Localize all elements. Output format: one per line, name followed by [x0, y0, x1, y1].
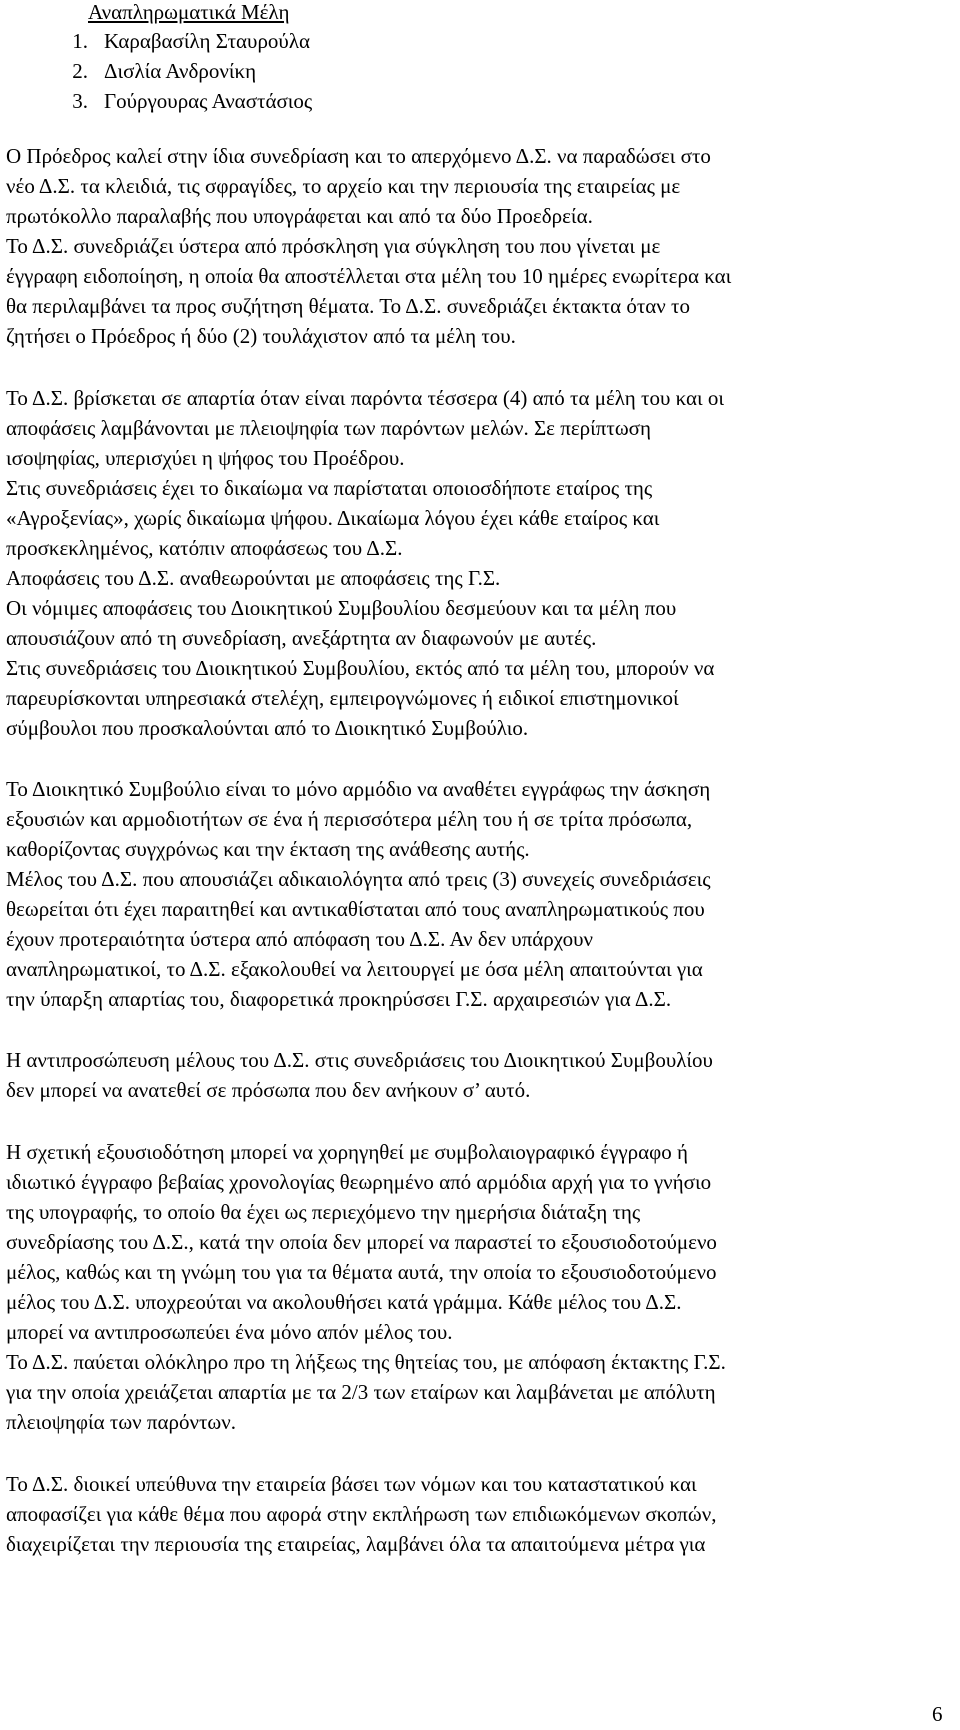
text-line: Το Δ.Σ. διοικεί υπεύθυνα την εταιρεία βάσει των νόμων και του καταστατικού και: [6, 1472, 697, 1496]
text-line: έχουν προτεραιότητα ύστερα από απόφαση του Δ.Σ. Αν δεν υπάρχουν: [6, 927, 594, 951]
text-line: μέλος του Δ.Σ. υποχρεούται να ακολουθήσει κατά γράμμα. Κάθε μέλος του Δ.Σ.: [6, 1290, 682, 1314]
text-line: νέο Δ.Σ. τα κλειδιά, τις σφραγίδες, το αρχείο και την περιουσία της εταιρείας με: [6, 174, 681, 198]
text-line: πλειοψηφία των παρόντων.: [6, 1410, 236, 1434]
text-line: Μέλος του Δ.Σ. που απουσιάζει αδικαιολόγητα από τρεις (3) συνεχείς συνεδριάσεις: [6, 867, 711, 891]
text-line: μπορεί να αντιπροσωπεύει ένα μόνο απόν μέλος του.: [6, 1320, 453, 1344]
text-line: Στις συνεδριάσεις έχει το δικαίωμα να παρίσταται οποιοσδήποτε εταίρος της: [6, 476, 653, 500]
text-line: δεν μπορεί να ανατεθεί σε πρόσωπα που δεν ανήκουν σ’ αυτό.: [6, 1078, 531, 1102]
text-line: έγγραφη ειδοποίηση, η οποία θα αποστέλλεται στα μέλη του 10 ημέρες ενωρίτερα και: [6, 264, 732, 288]
list-item: [42, 56, 312, 86]
page-number: 6: [932, 1702, 943, 1726]
text-line: Οι νόμιμες αποφάσεις του Διοικητικού Συμβουλίου δεσμεύουν και τα μέλη που: [6, 596, 677, 620]
alternate-members-list: [42, 26, 312, 116]
text-line: συνεδρίασης του Δ.Σ., κατά την οποία δεν μπορεί να παραστεί το εξουσιοδοτούμενο: [6, 1230, 717, 1254]
text-line: μέλος, καθώς και τη γνώμη του για τα θέματα αυτά, την οποία το εξουσιοδοτούμενο: [6, 1260, 717, 1284]
text-line: Η σχετική εξουσιοδότηση μπορεί να χορηγηθεί με συμβολαιογραφικό έγγραφο ή: [6, 1140, 689, 1164]
text-line: αναπληρωματικοί, το Δ.Σ. εξακολουθεί να λειτουργεί με όσα μέλη απαιτούνται για: [6, 957, 703, 981]
text-line: Αποφάσεις του Δ.Σ. αναθεωρούνται με αποφάσεις της Γ.Σ.: [6, 566, 501, 590]
text-line: Στις συνεδριάσεις του Διοικητικού Συμβουλίου, εκτός από τα μέλη του, μπορούν να: [6, 656, 715, 680]
text-line: Το Δ.Σ. παύεται ολόκληρο προ τη λήξεως της θητείας του, με απόφαση έκτακτης Γ.Σ.: [6, 1350, 726, 1374]
list-item: [42, 86, 312, 116]
text-line: απουσιάζουν από τη συνεδρίαση, ανεξάρτητα αν διαφωνούν με αυτές.: [6, 626, 597, 650]
list-item-name: Καραβασίλη Σταυρούλα: [104, 29, 311, 53]
text-line: ισοψηφίας, υπερισχύει η ψήφος του Προέδρου.: [6, 446, 405, 470]
text-line: Το Διοικητικό Συμβούλιο είναι το μόνο αρμόδιο να αναθέτει εγγράφως την άσκηση: [6, 777, 711, 801]
text-line: Το Δ.Σ. συνεδριάζει ύστερα από πρόσκληση για σύγκληση του που γίνεται με: [6, 234, 661, 258]
text-line: την ύπαρξη απαρτίας του, διαφορετικά προκηρύσσει Γ.Σ. αρχαιρεσιών για Δ.Σ.: [6, 987, 672, 1011]
text-line: αποφασίζει για κάθε θέμα που αφορά στην εκπλήρωση των επιδιωκόμενων σκοπών,: [6, 1502, 717, 1526]
list-item-name: Δισλία Ανδρονίκη: [104, 59, 257, 83]
text-line: παρευρίσκονται υπηρεσιακά στελέχη, εμπειρογνώμονες ή ειδικοί επιστημονικοί: [6, 686, 679, 710]
text-line: προσκεκλημένος, κατόπιν αποφάσεως του Δ.Σ.: [6, 536, 403, 560]
text-line: αποφάσεις λαμβάνονται με πλειοψηφία των παρόντων μελών. Σε περίπτωση: [6, 416, 651, 440]
list-item-number: 1.: [72, 29, 88, 53]
text-line: πρωτόκολλο παραλαβής που υπογράφεται και από τα δύο Προεδρεία.: [6, 204, 593, 228]
text-line: εξουσιών και αρμοδιοτήτων σε ένα ή περισσότερα μέλη του ή σε τρίτα πρόσωπα,: [6, 807, 693, 831]
list-item-number: 2.: [72, 59, 88, 83]
text-line: θα περιλαμβάνει τα προς συζήτηση θέματα. Το Δ.Σ. συνεδριάζει έκτακτα όταν το: [6, 294, 690, 318]
text-line: Το Δ.Σ. βρίσκεται σε απαρτία όταν είναι παρόντα τέσσερα (4) από τα μέλη του και οι: [6, 386, 725, 410]
text-line: για την οποία χρειάζεται απαρτία με τα 2/3 των εταίρων και λαμβάνεται με απόλυτη: [6, 1380, 716, 1404]
text-line: ζητήσει ο Πρόεδρος ή δύο (2) τουλάχιστον από τα μέλη του.: [6, 324, 516, 348]
list-item-number: 3.: [72, 89, 88, 113]
text-line: καθορίζοντας συγχρόνως και την έκταση της ανάθεσης αυτής.: [6, 837, 530, 861]
list-item-name: Γούργουρας Αναστάσιος: [104, 89, 313, 113]
text-line: διαχειρίζεται την περιουσία της εταιρείας, λαμβάνει όλα τα απαιτούμενα μέτρα για: [6, 1532, 706, 1556]
text-line: θεωρείται ότι έχει παραιτηθεί και αντικαθίσταται από τους αναπληρωματικούς που: [6, 897, 705, 921]
alternate-members-heading: Αναπληρωματικά Μέλη: [88, 0, 290, 24]
list-item: [42, 26, 312, 56]
text-line: Ο Πρόεδρος καλεί στην ίδια συνεδρίαση και το απερχόμενο Δ.Σ. να παραδώσει στο: [6, 144, 711, 168]
text-line: της υπογραφής, το οποίο θα έχει ως περιεχόμενο την ημερήσια διάταξη της: [6, 1200, 641, 1224]
text-line: Η αντιπροσώπευση μέλους του Δ.Σ. στις συνεδριάσεις του Διοικητικού Συμβουλίου: [6, 1048, 713, 1072]
text-line: ιδιωτικό έγγραφο βεβαίας χρονολογίας θεωρημένο από αρμόδια αρχή για το γνήσιο: [6, 1170, 712, 1194]
text-line: «Αγροξενίας», χωρίς δικαίωμα ψήφου. Δικαίωμα λόγου έχει κάθε εταίρος και: [6, 506, 660, 530]
text-line: σύμβουλοι που προσκαλούνται από το Διοικητικό Συμβούλιο.: [6, 716, 529, 740]
